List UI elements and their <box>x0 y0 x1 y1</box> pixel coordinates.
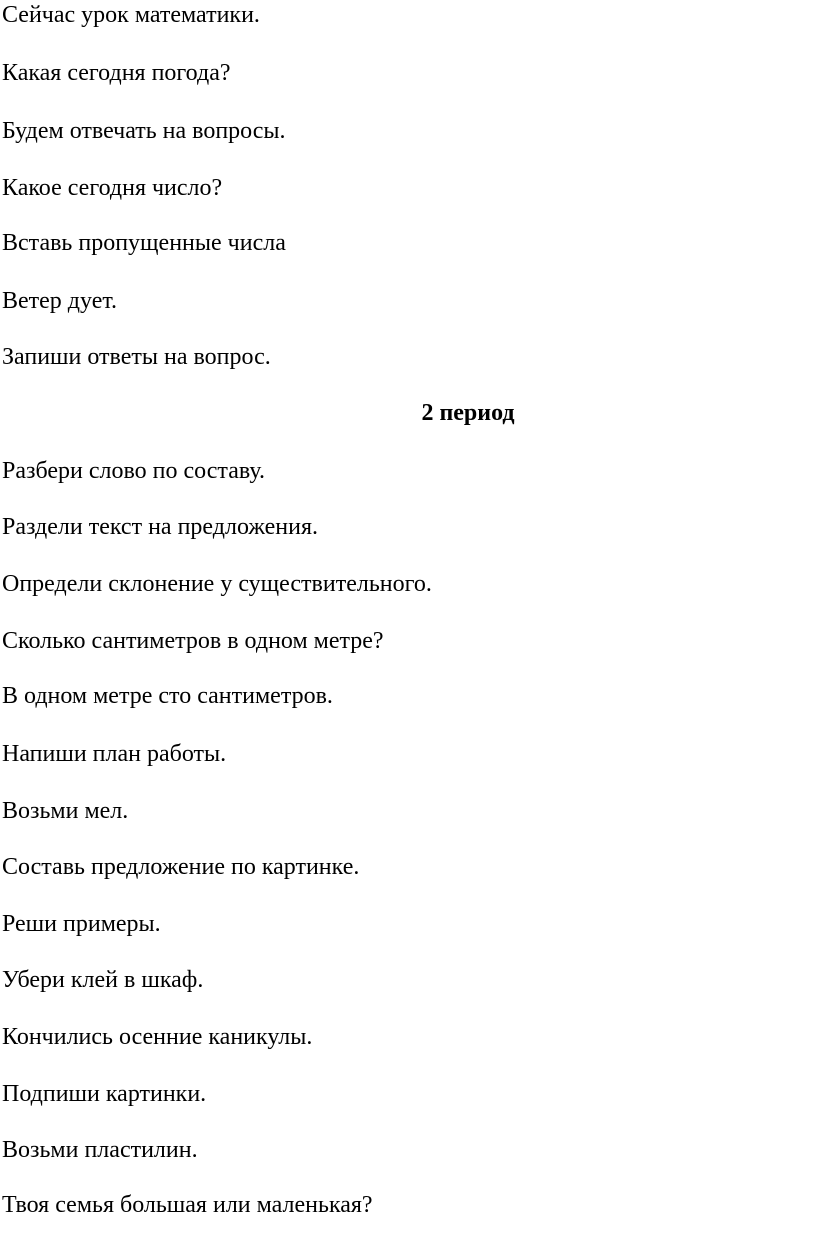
text-line: Разбери слово по составу. <box>2 458 265 484</box>
text-line: Кончились осенние каникулы. <box>2 1024 313 1050</box>
section-heading: 2 период <box>421 400 515 426</box>
text-line: Будем отвечать на вопросы. <box>2 118 286 144</box>
text-line: Реши примеры. <box>2 911 161 937</box>
text-line: Возьми мел. <box>2 798 129 824</box>
text-line: Ветер дует. <box>2 288 118 314</box>
text-line: Убери клей в шкаф. <box>2 967 204 993</box>
text-line: Подпиши картинки. <box>2 1081 207 1107</box>
text-line: Запиши ответы на вопрос. <box>2 344 271 370</box>
text-line: Сколько сантиметров в одном метре? <box>2 628 384 654</box>
text-line: Составь предложение по картинке. <box>2 854 360 880</box>
text-line: В одном метре сто сантиметров. <box>2 683 333 709</box>
text-line: Раздели текст на предложения. <box>2 514 318 540</box>
text-line: Сейчас урок математики. <box>2 2 260 28</box>
text-line: Напиши план работы. <box>2 741 227 767</box>
text-line: Твоя семья большая или маленькая? <box>2 1192 373 1218</box>
text-line: Вставь пропущенные числа <box>2 230 286 256</box>
text-line: Возьми пластилин. <box>2 1137 198 1163</box>
text-line: Определи склонение у существительного. <box>2 571 432 597</box>
text-line: Какое сегодня число? <box>2 175 223 201</box>
text-line: Какая сегодня погода? <box>2 60 231 86</box>
